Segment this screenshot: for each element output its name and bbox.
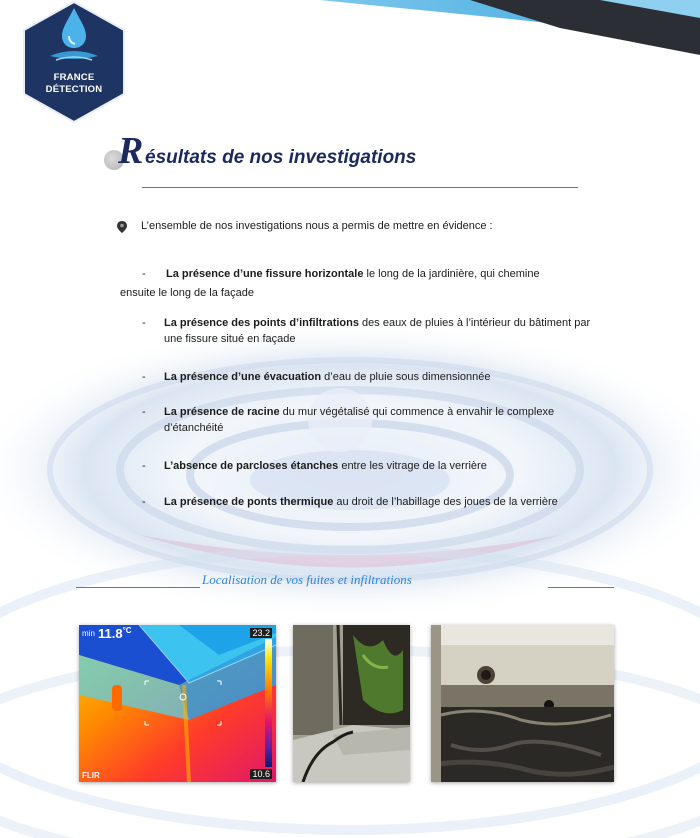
logo-line-2: DÉTECTION <box>45 84 103 95</box>
finding-bold: La présence d’une évacuation <box>164 371 322 383</box>
thermal-min-label: min <box>82 629 95 638</box>
intro-text: L’ensemble de nos investigations nous a permis de mettre en évidence : <box>141 220 493 232</box>
thermal-temperature <box>98 626 132 641</box>
facade-crack-photo <box>293 625 410 782</box>
finding-text: au droit de l’habillage des joues de la verrière <box>333 496 558 508</box>
logo-line-1: FRANCE <box>53 72 95 83</box>
location-heading <box>76 572 616 592</box>
thermal-scale-max: 23.2 <box>252 628 270 638</box>
logo-text <box>20 72 128 96</box>
logo-badge <box>20 0 128 124</box>
crack-image <box>293 625 410 782</box>
thermal-image <box>79 625 276 782</box>
finding-text: du mur végétalisé qui commence à envahir le complexe d’étanchéité <box>164 406 555 434</box>
bullet-dash: - <box>142 460 146 472</box>
thermal-temp-unit: °C <box>122 626 132 635</box>
finding-bold: La présence de ponts thermique <box>164 496 334 508</box>
finding-bold: La présence d’une fissure horizontale <box>166 268 364 280</box>
infiltration-point-photo <box>431 625 614 782</box>
finding-text: entre les vitrage de la verrière <box>338 460 487 472</box>
bullet-dash: - <box>142 268 146 280</box>
bullet-pin-icon <box>117 221 127 233</box>
thermal-scale-min: 10.6 <box>252 769 270 779</box>
bullet-dash: - <box>142 406 146 418</box>
thermal-camera-photo <box>79 625 276 782</box>
finding-text-continued: ensuite le long de la façade <box>120 287 254 299</box>
heading-rule-left <box>76 587 200 588</box>
finding-bold: La présence de racine <box>164 406 280 418</box>
title-underline <box>142 187 578 188</box>
bullet-dash: - <box>142 371 146 383</box>
finding-text: d’eau de pluie sous dimensionnée <box>321 371 491 383</box>
heading-rule-right <box>548 587 614 588</box>
flir-logo: FLIR <box>82 771 100 780</box>
finding-bold: L’absence de parcloses étanches <box>164 460 339 472</box>
title-text: ésultats de nos investigations <box>145 147 417 168</box>
finding-bold: La présence des points d’infiltrations <box>164 317 359 329</box>
bullet-dash: - <box>142 496 146 508</box>
leak-image <box>431 625 614 782</box>
finding-text: des eaux de pluies à l’intérieur du bâtiment par une fissure situé en façade <box>164 317 591 345</box>
bullet-dash: - <box>142 317 146 329</box>
title-first-letter: R <box>118 130 144 172</box>
finding-text: le long de la jardinière, qui chemine <box>363 268 540 280</box>
company-logo <box>20 0 128 124</box>
thermal-temp-value: 11.8 <box>98 626 123 641</box>
location-heading-text: Localisation de vos fuites et infiltrations <box>202 572 412 587</box>
page-title <box>104 130 584 174</box>
